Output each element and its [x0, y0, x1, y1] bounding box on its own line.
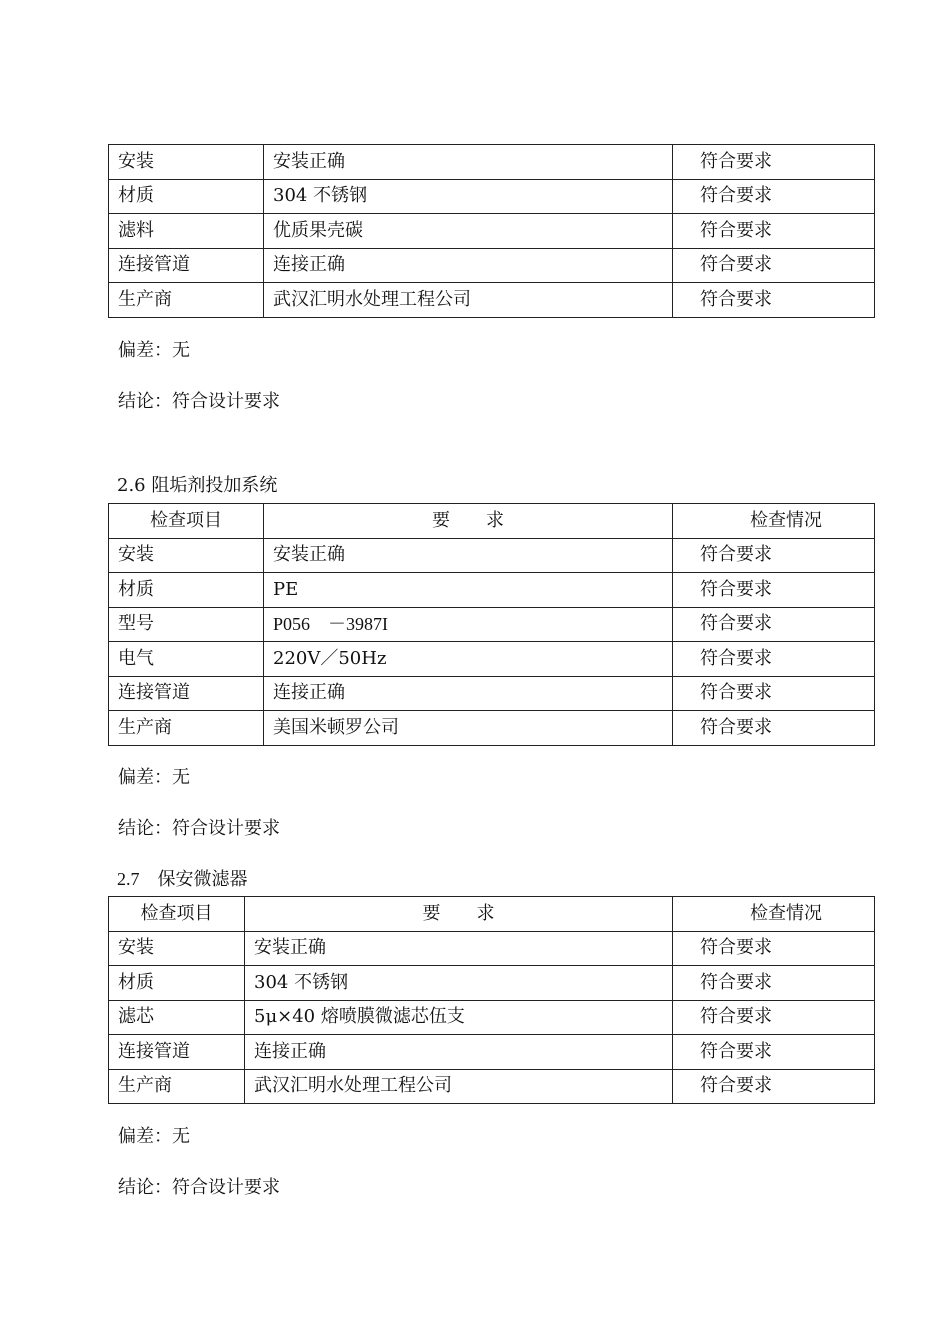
table-cell-requirement: 304 不锈钢: [264, 179, 673, 214]
header-requirement: 要 求: [264, 504, 673, 539]
table-row: [109, 214, 875, 249]
table-cell-requirement: 304 不锈钢: [245, 966, 673, 1001]
header-requirement: 要 求: [245, 897, 673, 932]
conclusion-text: 结论：符合设计要求: [118, 1177, 280, 1198]
table-cell-item: 生产商: [109, 711, 264, 746]
table-cell-status: 符合要求: [673, 1069, 875, 1104]
table-row: [109, 931, 875, 966]
table-row: [109, 145, 875, 180]
conclusion-text: 结论：符合设计要求: [118, 818, 280, 839]
table-row: [109, 283, 875, 318]
table-cell-status: 符合要求: [673, 573, 875, 608]
table-cell-status: 符合要求: [673, 145, 875, 180]
header-status: 检查情况: [673, 504, 875, 539]
header-status: 检查情况: [673, 897, 875, 932]
table-row: [109, 1035, 875, 1070]
deviation-text: 偏差：无: [118, 1126, 190, 1147]
table-cell-requirement: 连接正确: [245, 1035, 673, 1070]
table-cell-status: 符合要求: [673, 966, 875, 1001]
table-cell-item: 安装: [109, 538, 264, 573]
inspection-table-continued: [108, 144, 875, 318]
table-cell-item: 生产商: [109, 283, 264, 318]
table-cell-item: 型号: [109, 607, 264, 642]
table-cell-requirement: 武汉汇明水处理工程公司: [245, 1069, 673, 1104]
table-cell-status: 符合要求: [673, 538, 875, 573]
table-cell-requirement: 武汉汇明水处理工程公司: [264, 283, 673, 318]
table-row: [109, 642, 875, 677]
deviation-text: 偏差：无: [118, 340, 190, 361]
table-header-row: [109, 504, 875, 539]
table-row: [109, 676, 875, 711]
table-cell-status: 符合要求: [673, 711, 875, 746]
table-row: [109, 248, 875, 283]
table-cell-item: 连接管道: [109, 1035, 245, 1070]
table-cell-item: 安装: [109, 931, 245, 966]
table-cell-requirement: 美国米顿罗公司: [264, 711, 673, 746]
conclusion-text: 结论：符合设计要求: [118, 391, 280, 412]
table-cell-item: 生产商: [109, 1069, 245, 1104]
table-cell-item: 材质: [109, 966, 245, 1001]
table-cell-requirement: 连接正确: [264, 676, 673, 711]
table-cell-status: 符合要求: [673, 1035, 875, 1070]
inspection-table-antiscalant: [108, 503, 875, 746]
table-cell-item: 滤料: [109, 214, 264, 249]
table-cell-item: 连接管道: [109, 248, 264, 283]
table-cell-status: 符合要求: [673, 179, 875, 214]
table-cell-status: 符合要求: [673, 607, 875, 642]
table-cell-requirement: 安装正确: [245, 931, 673, 966]
table-cell-status: 符合要求: [673, 642, 875, 677]
table-cell-item: 连接管道: [109, 676, 264, 711]
table-row: [109, 1069, 875, 1104]
table-cell-status: 符合要求: [673, 931, 875, 966]
table-row: [109, 1000, 875, 1035]
table-cell-item: 材质: [109, 573, 264, 608]
table-row: [109, 711, 875, 746]
table-cell-item: 电气: [109, 642, 264, 677]
header-item: 检查项目: [109, 897, 245, 932]
deviation-text: 偏差：无: [118, 767, 190, 788]
table-row: [109, 966, 875, 1001]
table-cell-requirement: 安装正确: [264, 145, 673, 180]
table-cell-item: 滤芯: [109, 1000, 245, 1035]
table-row: [109, 179, 875, 214]
table-row: [109, 607, 875, 642]
table-cell-status: 符合要求: [673, 248, 875, 283]
table-cell-requirement: 安装正确: [264, 538, 673, 573]
table-cell-status: 符合要求: [673, 214, 875, 249]
table-cell-requirement: 5μ×40 熔喷膜微滤芯伍支: [245, 1000, 673, 1035]
section-heading: 2.6 阻垢剂投加系统: [117, 475, 278, 496]
table-row: [109, 573, 875, 608]
table-cell-status: 符合要求: [673, 676, 875, 711]
section-heading: 2.7 保安微滤器: [117, 869, 248, 889]
table-cell-requirement: 220V／50Hz: [264, 642, 673, 677]
table-row: [109, 538, 875, 573]
table-cell-requirement: 连接正确: [264, 248, 673, 283]
table-cell-item: 材质: [109, 179, 264, 214]
table-cell-item: 安装: [109, 145, 264, 180]
table-cell-requirement: 优质果壳碳: [264, 214, 673, 249]
table-cell-status: 符合要求: [673, 283, 875, 318]
table-cell-status: 符合要求: [673, 1000, 875, 1035]
table-cell-requirement: PE: [264, 573, 673, 608]
header-item: 检查项目: [109, 504, 264, 539]
table-header-row: [109, 897, 875, 932]
inspection-table-security-filter: [108, 896, 875, 1104]
table-cell-requirement: P056 －3987I: [264, 607, 673, 642]
